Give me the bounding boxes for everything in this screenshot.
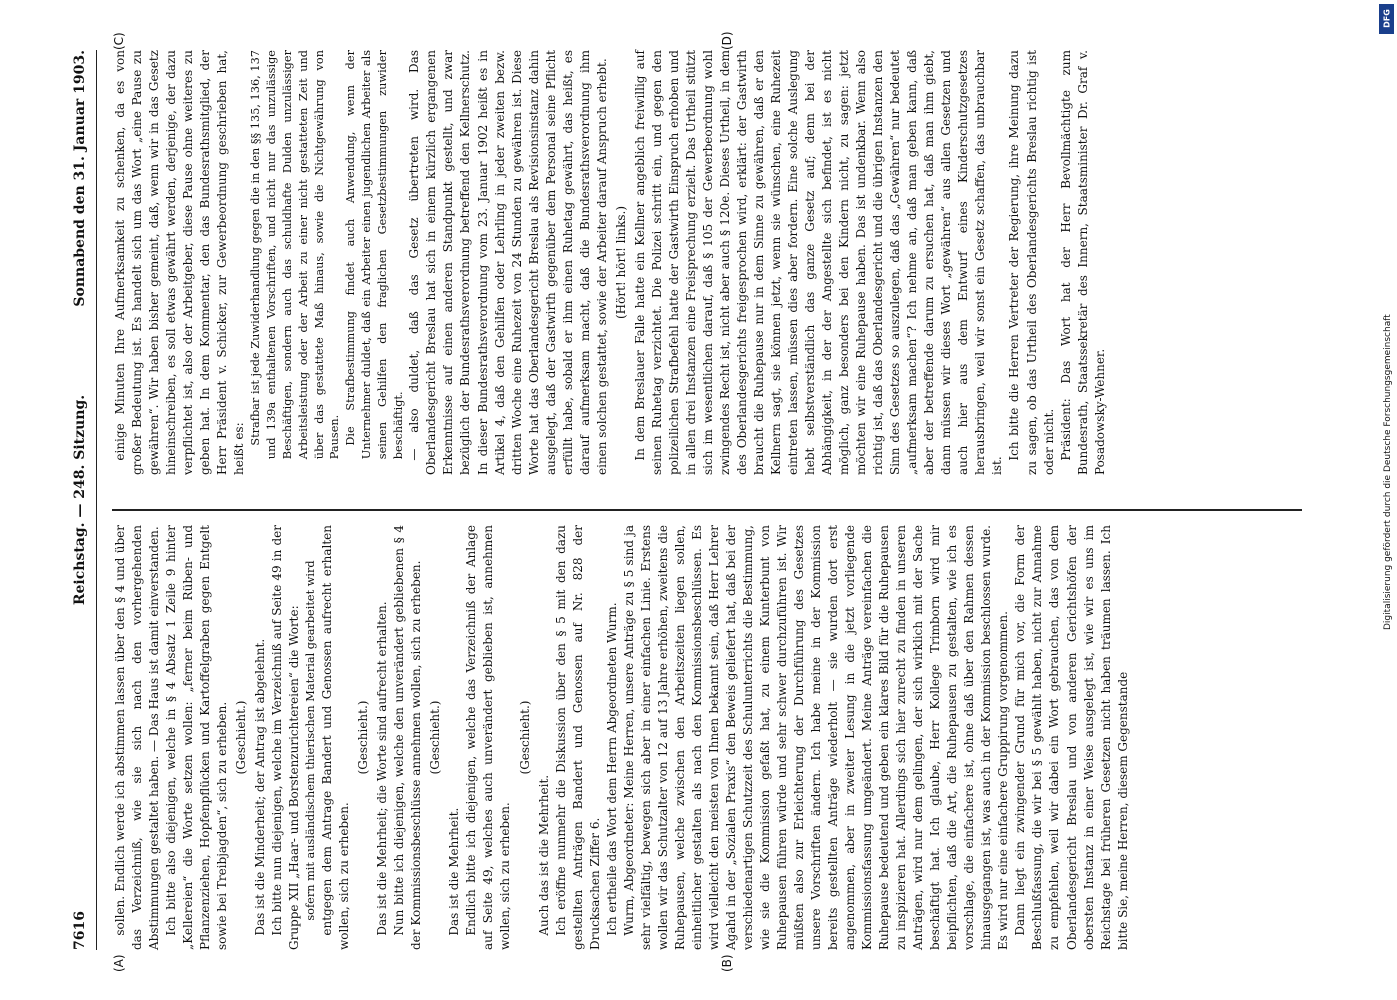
paragraph: sollen. Endlich werde ich abstimmen lassen über den § 4 und über das Verzeichniß, wie sie sich nach den vorhergehenden Abstimmungen gestaltet haben. — Das Haus ist damit einverstanden.: [113, 525, 162, 950]
margin-mark-b: (B): [720, 954, 734, 972]
speech-paragraph: Wurm, Abgeordneter: Meine Herren, unsere Anträge zu § 5 sind ja sehr vielfältig, bewegen sich aber in einer einfachen Linie. Erstens wollen wir das Schutzalter von 12 auf 13 Jahre erhöhen, zweitens die Ruhepausen, welche zwischen den Arbeitszeiten liegen sollen, einheitlicher gestalten als nach den Kommissionsbeschlüssen. Es wird vielleicht den meisten von Ihnen bekannt sein, daß Herr Lehrer Agahd in der „Sozialen Praxis“ den Beweis geliefert hat, daß bei der verschiedenartigen Schutzzeit des Schulunterrichts die Bestimmung, wie sie die Kommission gefaßt hat, zu einem Kunterbunt von Ruhepausen führen würde und sehr schwer durchzuführen ist. Wir müßten also zur Erleichterung der Durchführung des Gesetzes unsere Vorschriften ändern. Ich habe meine in der Kommission bereits gestellten Anträge wiederholt — sie wurden dort erst angenommen, aber in zweiter Lesung in die jetzt vorliegende Kommissionsfassung umgeändert. Meine Anträge vereinfachen die Ruhepause bedeutend und geben ein klares Bild für die Ruhepausen zu inspizieren hat. Allerdings sich hier zurecht zu finden in unseren Anträgen, wird nur dem gelingen, der sich wirklich mit der Sache beschäftigt hat. Ich glaube, Herr Kollege Trimborn wird mir beipflichten, daß die Art, die Ruhepausen zu gestalten, wie ich es vorschlage, die einfachere ist, ohne daß über den Rahmen dessen hinausgegangen ist, was auch in der Kommission beschlossen wurde. Es wird nur eine einfachere Gruppirung vorgenommen.: [621, 525, 1011, 950]
interjection: (Geschieht.): [428, 700, 443, 775]
paragraph: Ich eröffne nunmehr die Diskussion über den § 5 mit den dazu gestellten Anträgen Bandert und Genossen auf Nr. 828 der Drucksachen Ziffer 6.: [553, 525, 602, 950]
speech-paragraph: — also duldet, daß das Gesetz übertreten wird. Das Oberlandesgericht Breslau hat sich in einem kürzlich ergangenen Erkenntnisse auf einen anderen Standpunkt gestellt, und zwar bezüglich der Bundesrathsverordnung betreffend den Kellnerschutz. In dieser Bundesrathsverordnung vom 23. Januar 1902 heißt es in Artikel 4, daß den Gehilfen oder Lehrling in jeder zweiten bezw. dritten Woche eine Ruhezeit von 24 Stunden zu gewähren ist. Diese Worte hat das Oberlandesgericht Breslau als Revisionsinstanz dahin ausgelegt, daß der Gastwirth gegenüber dem Personal seine Pflicht erfüllt habe, sobald er ihm einen Ruhetag gewährt, das heißt, es darauf aufmerksam macht, daß die Bundesrathsverordnung ihm einen solchen gestattet, sowie der Arbeiter darauf Anspruch erhebt.: [407, 50, 609, 475]
quoted-text: Die Strafbestimmung findet auch Anwendung, wenn der Unternehmer duldet, daß ein Arbeiter einen jugendlichen Arbeiter als seinen Gehilfen den fraglichen Gesetzbestimmungen zuwider beschäftigt.: [344, 50, 405, 460]
header-rule: [96, 50, 97, 950]
paragraph: Auch das ist die Mehrheit.: [536, 774, 551, 936]
session-title: Reichstag. — 248. Sitzung.: [72, 394, 88, 606]
funding-sidebar: [1376, 0, 1397, 1000]
right-column: [112, 50, 1302, 475]
page-number: 7616: [72, 911, 88, 950]
interjection: (Geschieht.): [234, 700, 249, 775]
interjection: (Geschieht.): [517, 700, 532, 775]
paragraph: Ich bitte nun diejenigen, welche im Verzeichniß auf Seite 49 in der Gruppe XII „Haar- und Borstenzurichtereien“ die Worte:: [270, 525, 302, 950]
paragraph: Das ist die Minderheit; der Antrag ist abgelehnt.: [253, 638, 268, 936]
page-header: [72, 50, 94, 950]
paragraph: Das ist die Mehrheit.: [447, 807, 462, 936]
quoted-text: Strafbar ist jede Zuwiderhandlung gegen die in den §§ 135, 136, 137 und 139a enthaltenen Vorschriften, und nicht nur das unzulässige Beschäftigen, sondern auch das schuldhafte Dulden unzulässiger Arbeitsleistung oder der Arbeit zu einer nicht gestatteten Zeit und über das gestattete Maß hinaus, sowie die Nichtgewährung von Pausen.: [249, 50, 342, 460]
quoted-text: sofern mit ausländischem thierischen Material gearbeitet wird: [304, 560, 318, 921]
left-column: [112, 525, 1302, 950]
speech-paragraph: Dann liegt ein zwingender Grund für mich vor, die Form der Beschlußfassung, die wir bei § 5 gewählt haben, nicht zur Annahme zu empfehlen, weil wir dabei ein Wort gebrauchen, das von dem Oberlandesgericht Breslau und von anderen Gerichtshöfen der obersten Instanz in einer Weise ausgelegt ist, wie wir es uns im Reichstage bei früheren Gesetzen nicht haben träumen lassen. Ich bitte Sie, meine Herren, diesem Gegenstande: [1013, 525, 1130, 950]
interjection: (Hört! hört! links.): [613, 205, 628, 320]
paragraph: Nun bitte ich diejenigen, welche den unverändert gebliebenen § 4 der Kommissionsbeschlüsse annehmen wollen, sich zu erheben.: [392, 525, 424, 950]
paragraph: Ich ertheile das Wort dem Herrn Abgeordneten Wurm.: [604, 602, 619, 936]
session-date: Sonnabend den 31. Januar 1903.: [72, 50, 88, 307]
paragraph: entgegen dem Antrage Bandert und Genossen aufrecht erhalten wollen, sich zu erheben.: [320, 525, 352, 950]
speech-paragraph: In dem Breslauer Falle hatte ein Kellner angeblich freiwillig auf seinen Ruhetag verzichtet. Die Polizei schritt ein, und gegen den polizeilichen Strafbefehl hatte der Gastwirth Einspruch erhoben und in allen drei Instanzen eine Freisprechung erzielt. Das Urtheil stützt sich im wesentlichen darauf, daß § 105 der Gewerbeordnung wohl zwingendes Recht ist, nicht aber auch § 120e. Dieses Urtheil, in dem des Oberlandesgerichts freigesprochen wird, erklärt: der Gastwirth braucht die Ruhepause nur in dem Sinne zu gewähren, daß er den Kellnern sagt, sie können jetzt, wenn sie wünschen, eine Ruhezeit eintreten lassen, müssen dies aber fordern. Eine solche Auslegung hebt selbstverständlich das ganze Gesetz auf; denn bei der Abhängigkeit, in der der Angestellte sich befindet, ist es nicht möglich, ganz besonders bei den Kindern nicht, zu sagen: jetzt möchten wir eine Ruhepause haben. Das ist undenkbar. Wenn also richtig ist, daß das Oberlandesgericht und die übrigen Instanzen den Sinn des Gesetzes so auszulegen, daß das „Gewähren“ nur bedeutet „aufmerksam machen“? Ich nehme an, daß man geben kann, daß aber der betreffende darum zu ersuchen hat, daß man ihm giebt, dann müssen wir dieses Wort „gewähren“ aus allen Gesetzen und auch hier aus dem Entwurf eines Kinderschutzgesetzes herausbringen, weil wir sonst ein Gesetz schaffen, das unbrauchbar ist.: [632, 50, 1005, 475]
margin-mark-d: (D): [720, 31, 734, 50]
margin-mark-a: (A): [112, 954, 126, 972]
speech-paragraph: einige Minuten Ihre Aufmerksamkeit zu schenken, da es von großer Bedeutung ist. Es handelt sich um das Wort „eine Pause zu gewähren“. Wir haben bisher gemeint, daß, wenn wir in das Gesetz hineinschreiben, es soll etwas gewährt werden, derjenige, der dazu verpflichtet ist, also der Arbeitgeber, diese Pause ohne weiteres zu geben hat. In dem Kommentar, den das Bundesrathsmitglied, der Herr Präsident v. Schicker, zur Gewerbeordnung geschrieben hat, heißt es:: [113, 50, 247, 475]
paragraph: Das ist die Mehrheit; die Worte sind aufrecht erhalten.: [375, 601, 390, 936]
dfg-logo-text: DFG: [1382, 9, 1392, 28]
paragraph: Ich bitte also diejenigen, welche in § 4 Absatz 1 Zeile 9 hinter „Kellereien“ die Worte setzen wollen: „ferner beim Rüben- und Pflanzenziehen, Hopfenpflücken und Kartoffelgraben gegen Entgelt sowie bei Treibjagden“, sich zu erheben.: [164, 525, 230, 950]
margin-mark-c: (C): [112, 32, 126, 50]
funding-notice: Digitalisierung gefördert durch die Deutsche Forschungsgemeinschaft: [1383, 314, 1393, 630]
dfg-logo: [1379, 4, 1394, 34]
president-paragraph: Präsident: Das Wort hat der Herr Bevollmächtigte zum Bundesrath, Staatssekretär des Innern, Staatsminister Dr. Graf v. Posadowsky-Wehner.: [1058, 50, 1107, 475]
paragraph: Endlich bitte ich diejenigen, welche das Verzeichniß der Anlage auf Seite 49, welches auch unverändert geblieben ist, annehmen wollen, sich zu erheben.: [464, 525, 513, 950]
column-divider: [112, 510, 1302, 512]
speech-paragraph: Ich bitte die Herren Vertreter der Regierung, ihre Meinung dazu zu sagen, ob das Urtheil des Oberlandesgerichts Breslau richtig ist oder nicht.: [1007, 50, 1056, 475]
interjection: (Geschieht.): [356, 700, 371, 775]
